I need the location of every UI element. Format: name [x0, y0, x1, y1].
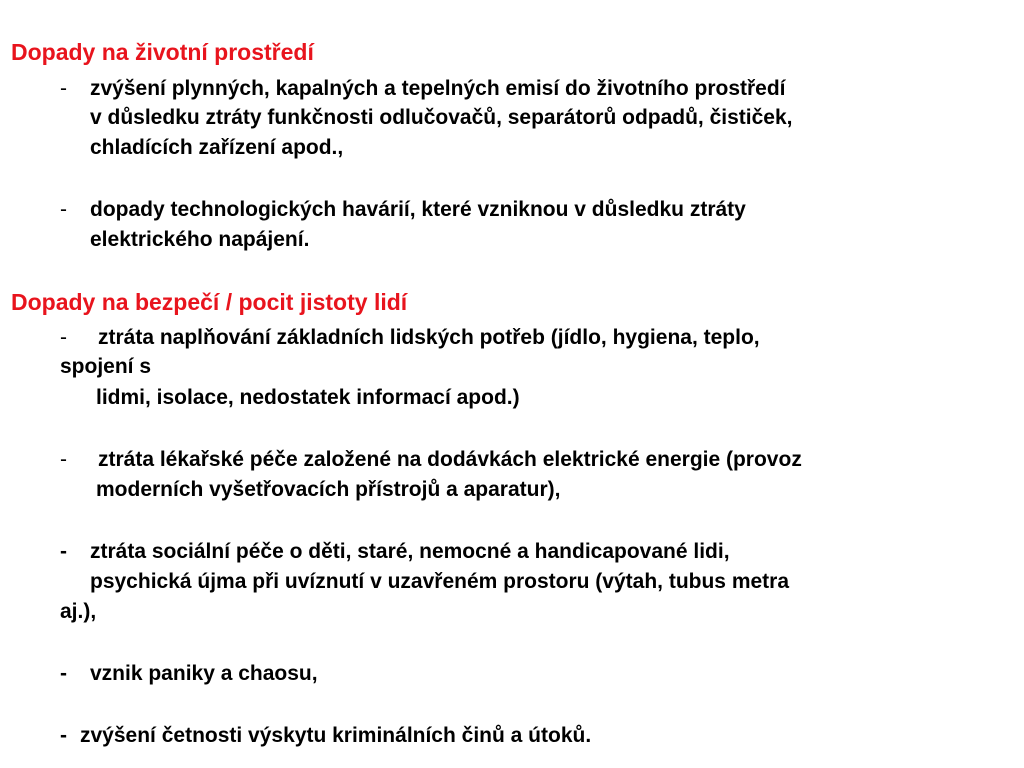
bullet-dash: - — [60, 662, 67, 685]
bullet-text-line: psychická újma při uvíznutí v uzavřeném prostoru (výtah, tubus metra — [90, 570, 790, 593]
bullet-text-line: spojení s — [60, 355, 152, 378]
bullet-text-line: ztráta naplňování základních lidských potřeb (jídlo, hygiena, teplo, — [98, 326, 760, 349]
section-heading-safety: Dopady na bezpečí / pocit jistoty lidí — [11, 289, 408, 315]
bullet-dash: - — [60, 77, 67, 100]
bullet-dash: - — [60, 540, 67, 563]
bullet-dash: - — [60, 448, 67, 471]
bullet-text-line: zvýšení plynných, kapalných a tepelných emisí do životního prostředí — [90, 77, 786, 100]
bullet-text-line: zvýšení četnosti výskytu kriminálních činů a útoků. — [80, 724, 592, 747]
bullet-text-line: ztráta sociální péče o děti, staré, nemocné a handicapované lidi, — [90, 540, 730, 563]
bullet-text-line: elektrického napájení. — [90, 228, 310, 251]
bullet-text-line: moderních vyšetřovacích přístrojů a aparatur), — [96, 478, 561, 501]
bullet-text-line: v důsledku ztráty funkčnosti odlučovačů, separátorů odpadů, čističek, — [90, 106, 793, 129]
bullet-dash: - — [60, 724, 67, 747]
bullet-text-line: lidmi, isolace, nedostatek informací apod.) — [96, 386, 520, 409]
bullet-dash: - — [60, 326, 67, 349]
bullet-text-line: aj.), — [60, 600, 97, 623]
bullet-text-line: ztráta lékařské péče založené na dodávkách elektrické energie (provoz — [98, 448, 802, 471]
bullet-text-line: dopady technologických havárií, které vzniknou v důsledku ztráty — [90, 198, 746, 221]
bullet-text-line: chladících zařízení apod., — [90, 136, 344, 159]
bullet-dash: - — [60, 198, 67, 221]
section-heading-environment: Dopady na životní prostředí — [11, 39, 314, 65]
bullet-text-line: vznik paniky a chaosu, — [90, 662, 318, 685]
